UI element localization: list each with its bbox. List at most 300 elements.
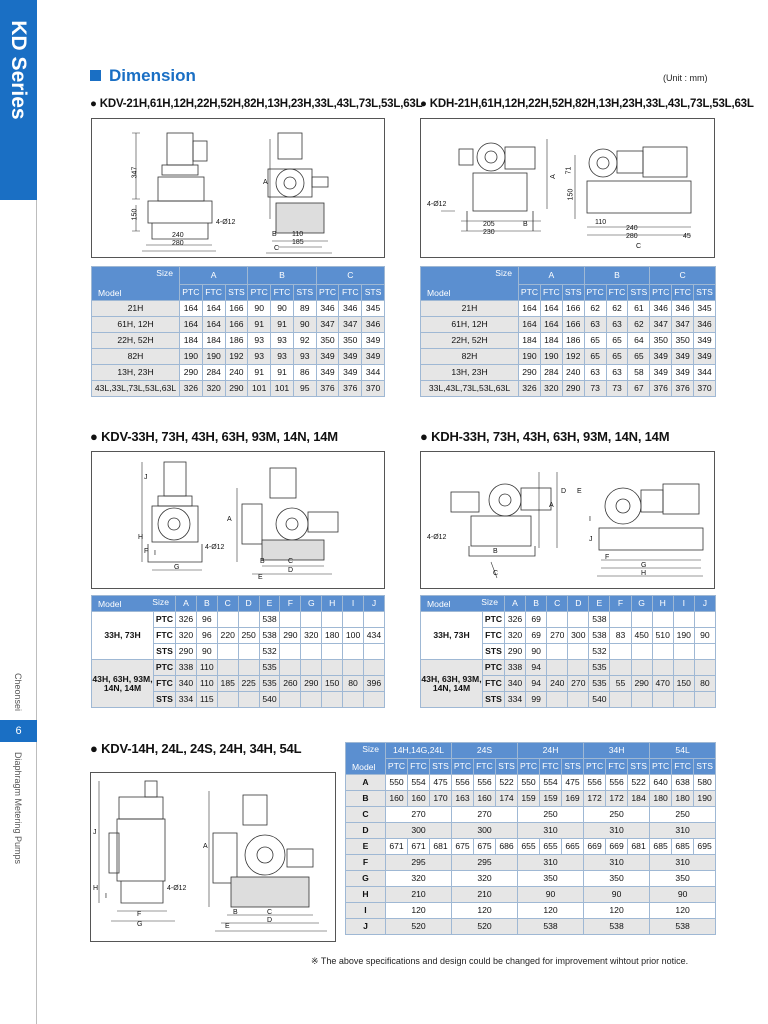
table-kdh-small xyxy=(420,266,716,397)
dim-150: 150 xyxy=(131,208,139,221)
drawing-kdh-small xyxy=(420,118,715,258)
table-row xyxy=(92,301,385,317)
value-cell: 522 xyxy=(496,775,518,791)
value-cell: 90 xyxy=(248,301,271,317)
value-cell: 180 xyxy=(650,791,672,807)
value-cell: 91 xyxy=(248,365,271,381)
value-cell: 80 xyxy=(343,676,364,692)
material-header: PTC xyxy=(519,285,541,301)
value-cell: 349 xyxy=(650,365,672,381)
model-cell: 82H xyxy=(421,349,519,365)
value-cell xyxy=(364,644,385,660)
dim-i: I xyxy=(105,893,107,900)
value-cell: 671 xyxy=(408,839,430,855)
value-cell: 320 xyxy=(540,381,562,397)
value-cell xyxy=(343,612,364,628)
material-header: FTC xyxy=(540,759,562,775)
motor-shape xyxy=(167,133,193,165)
value-cell xyxy=(673,692,694,708)
dim-205: 205 xyxy=(483,221,495,228)
value-cell: 170 xyxy=(430,791,452,807)
table-row xyxy=(92,612,385,628)
value-cell: 510 xyxy=(652,628,673,644)
value-cell: 346 xyxy=(316,301,339,317)
dimension-header: D xyxy=(238,596,259,612)
table-row xyxy=(346,871,716,887)
value-cell: 190 xyxy=(180,349,203,365)
value-cell: 110 xyxy=(196,660,217,676)
value-cell xyxy=(568,644,589,660)
value-cell: 172 xyxy=(584,791,606,807)
dim-j: J xyxy=(144,474,148,481)
value-cell: 160 xyxy=(408,791,430,807)
value-cell xyxy=(694,612,715,628)
size-header: Size xyxy=(152,597,169,607)
dim-a: A xyxy=(549,174,557,179)
value-cell: 326 xyxy=(180,381,203,397)
value-cell: 164 xyxy=(202,301,225,317)
material-header: STS xyxy=(362,285,385,301)
value-cell: 290 xyxy=(176,644,197,660)
value-cell: 345 xyxy=(362,301,385,317)
value-cell xyxy=(280,612,301,628)
model-cell: 33H, 73H xyxy=(421,612,483,660)
dimension-header: H xyxy=(322,596,343,612)
dimension-label-cell: C xyxy=(346,807,386,823)
dim-71: 71 xyxy=(565,166,573,175)
dim-c: C xyxy=(274,245,280,252)
material-cell: FTC xyxy=(483,628,505,644)
value-cell: 164 xyxy=(540,317,562,333)
group-header: B xyxy=(584,267,650,285)
dim-f: F xyxy=(605,554,610,561)
value-cell: 90 xyxy=(694,628,715,644)
table-row xyxy=(346,903,716,919)
value-cell: 686 xyxy=(496,839,518,855)
dim-230: 230 xyxy=(483,229,495,236)
value-cell: 69 xyxy=(526,628,547,644)
value-cell: 320 xyxy=(452,871,518,887)
table-row xyxy=(421,317,716,333)
table-row xyxy=(346,839,716,855)
value-cell xyxy=(568,660,589,676)
table-row xyxy=(346,807,716,823)
value-cell xyxy=(631,612,652,628)
value-cell: 166 xyxy=(225,301,248,317)
model-cell: 33H, 73H xyxy=(92,612,154,660)
table-row xyxy=(346,775,716,791)
value-cell: 159 xyxy=(540,791,562,807)
value-cell: 150 xyxy=(673,676,694,692)
value-cell: 685 xyxy=(672,839,694,855)
value-cell: 210 xyxy=(452,887,518,903)
value-cell xyxy=(673,644,694,660)
value-cell xyxy=(568,692,589,708)
dim-a: A xyxy=(549,502,554,509)
value-cell: 73 xyxy=(584,381,606,397)
section-title xyxy=(90,66,196,86)
value-cell xyxy=(280,692,301,708)
drawing-kdv-mid xyxy=(91,451,385,589)
model-cell: 21H xyxy=(92,301,180,317)
value-cell xyxy=(238,612,259,628)
dim-4-12: 4-Ø12 xyxy=(167,885,187,892)
value-cell: 110 xyxy=(196,676,217,692)
value-cell: 240 xyxy=(562,365,584,381)
value-cell: 320 xyxy=(301,628,322,644)
value-cell: 62 xyxy=(628,317,650,333)
dimension-label-cell: J xyxy=(346,919,386,935)
value-cell: 345 xyxy=(694,301,716,317)
dimension-label-cell: B xyxy=(346,791,386,807)
value-cell: 86 xyxy=(293,365,316,381)
value-cell: 350 xyxy=(316,333,339,349)
value-cell xyxy=(652,692,673,708)
dim-110: 110 xyxy=(292,231,304,238)
value-cell xyxy=(322,612,343,628)
table-row xyxy=(92,333,385,349)
model-cell: 43H, 63H, 93M, 14N, 14M xyxy=(421,660,483,708)
table-row xyxy=(92,365,385,381)
value-cell: 580 xyxy=(694,775,716,791)
dimension-label-cell: I xyxy=(346,903,386,919)
dim-280: 280 xyxy=(626,233,638,240)
value-cell xyxy=(610,612,631,628)
value-cell: 90 xyxy=(650,887,716,903)
square-bullet-icon xyxy=(90,70,101,81)
value-cell: 349 xyxy=(339,365,362,381)
model-header: Model xyxy=(427,599,451,610)
value-cell: 184 xyxy=(628,791,650,807)
material-header: FTC xyxy=(339,285,362,301)
material-header: STS xyxy=(694,285,716,301)
value-cell: 295 xyxy=(386,855,452,871)
dimension-header: B xyxy=(526,596,547,612)
drawing-kdh-mid xyxy=(420,451,715,589)
dim-b: B xyxy=(272,231,277,238)
value-cell xyxy=(652,644,673,660)
dim-4-12: 4-Ø12 xyxy=(427,534,447,541)
material-header: PTC xyxy=(386,759,408,775)
value-cell: 346 xyxy=(650,301,672,317)
material-header: STS xyxy=(628,285,650,301)
value-cell: 160 xyxy=(386,791,408,807)
value-cell: 150 xyxy=(322,676,343,692)
series-title: KD Series xyxy=(7,20,30,120)
value-cell: 675 xyxy=(452,839,474,855)
value-cell: 349 xyxy=(362,349,385,365)
value-cell: 225 xyxy=(238,676,259,692)
value-cell: 346 xyxy=(362,317,385,333)
table-row xyxy=(421,381,716,397)
value-cell: 522 xyxy=(628,775,650,791)
value-cell: 349 xyxy=(672,365,694,381)
value-cell: 475 xyxy=(562,775,584,791)
dim-a: A xyxy=(227,516,232,523)
value-cell xyxy=(547,660,568,676)
dim-g: G xyxy=(137,921,143,928)
dim-185: 185 xyxy=(292,239,304,246)
value-cell: 538 xyxy=(518,919,584,935)
table-kdv-mid xyxy=(91,595,385,708)
value-cell xyxy=(301,612,322,628)
material-cell: STS xyxy=(154,692,176,708)
value-cell: 184 xyxy=(540,333,562,349)
value-cell: 310 xyxy=(650,823,716,839)
value-cell: 80 xyxy=(694,676,715,692)
material-cell: FTC xyxy=(154,628,176,644)
value-cell: 538 xyxy=(650,919,716,935)
value-cell xyxy=(547,644,568,660)
dim-h: H xyxy=(93,885,99,892)
value-cell: 180 xyxy=(322,628,343,644)
group-header: B xyxy=(248,267,316,285)
model-cell: 33L,43L,73L,53L,63L xyxy=(421,381,519,397)
model-header: Model xyxy=(427,288,451,299)
value-cell xyxy=(364,660,385,676)
material-header: STS xyxy=(496,759,518,775)
value-cell: 334 xyxy=(176,692,197,708)
model-cell: 13H, 23H xyxy=(92,365,180,381)
value-cell: 164 xyxy=(519,317,541,333)
value-cell: 347 xyxy=(672,317,694,333)
value-cell: 520 xyxy=(452,919,518,935)
value-cell: 94 xyxy=(526,676,547,692)
value-cell xyxy=(343,644,364,660)
value-cell: 65 xyxy=(606,349,628,365)
value-cell: 350 xyxy=(339,333,362,349)
value-cell: 290 xyxy=(301,676,322,692)
value-cell xyxy=(301,644,322,660)
size-model-header xyxy=(421,267,519,301)
value-cell: 535 xyxy=(259,676,280,692)
dimension-label-cell: D xyxy=(346,823,386,839)
dimension-label-cell: H xyxy=(346,887,386,903)
material-header: FTC xyxy=(271,285,294,301)
group-header: C xyxy=(316,267,384,285)
size-model-header xyxy=(92,267,180,301)
dim-4-12: 4-Ø12 xyxy=(216,219,236,226)
model-cell: 13H, 23H xyxy=(421,365,519,381)
material-header: STS xyxy=(562,285,584,301)
dim-c: C xyxy=(288,558,294,565)
dim-4-12: 4-Ø12 xyxy=(427,201,447,208)
value-cell: 89 xyxy=(293,301,316,317)
value-cell: 65 xyxy=(584,333,606,349)
dim-e: E xyxy=(225,923,230,930)
value-cell xyxy=(610,644,631,660)
value-cell: 349 xyxy=(362,333,385,349)
value-cell xyxy=(322,692,343,708)
model-cell: 21H xyxy=(421,301,519,317)
group-header: C xyxy=(650,267,716,285)
value-cell xyxy=(322,660,343,676)
dim-h: H xyxy=(641,570,647,577)
value-cell xyxy=(673,612,694,628)
value-cell xyxy=(694,692,715,708)
material-header: PTC xyxy=(584,759,606,775)
heading-kdv-mid: ● KDV-33H, 73H, 43H, 63H, 93M, 14N, 14M xyxy=(90,429,338,444)
dimension-label-cell: A xyxy=(346,775,386,791)
value-cell: 470 xyxy=(652,676,673,692)
value-cell xyxy=(217,692,238,708)
value-cell: 346 xyxy=(339,301,362,317)
dim-e: E xyxy=(577,488,582,495)
value-cell: 535 xyxy=(589,660,610,676)
dimension-label-cell: E xyxy=(346,839,386,855)
value-cell: 681 xyxy=(628,839,650,855)
material-header: FTC xyxy=(408,759,430,775)
value-cell: 190 xyxy=(202,349,225,365)
value-cell: 300 xyxy=(386,823,452,839)
dimension-header: D xyxy=(568,596,589,612)
value-cell xyxy=(280,660,301,676)
value-cell: 93 xyxy=(293,349,316,365)
material-header: PTC xyxy=(518,759,540,775)
value-cell: 338 xyxy=(176,660,197,676)
material-header: PTC xyxy=(650,759,672,775)
value-cell: 250 xyxy=(650,807,716,823)
value-cell: 184 xyxy=(519,333,541,349)
value-cell: 638 xyxy=(672,775,694,791)
value-cell: 556 xyxy=(474,775,496,791)
value-cell: 65 xyxy=(628,349,650,365)
material-header: PTC xyxy=(650,285,672,301)
group-header: 24H xyxy=(518,743,584,759)
value-cell: 338 xyxy=(505,660,526,676)
dimension-header: G xyxy=(631,596,652,612)
value-cell: 186 xyxy=(562,333,584,349)
value-cell: 320 xyxy=(505,628,526,644)
value-cell: 190 xyxy=(694,791,716,807)
value-cell xyxy=(364,612,385,628)
value-cell: 73 xyxy=(606,381,628,397)
dimension-label-cell: G xyxy=(346,871,386,887)
value-cell: 284 xyxy=(202,365,225,381)
value-cell: 290 xyxy=(562,381,584,397)
size-header: Size xyxy=(495,268,512,278)
table-row xyxy=(346,791,716,807)
value-cell: 640 xyxy=(650,775,672,791)
value-cell: 174 xyxy=(496,791,518,807)
heading-kdh-mid: ● KDH-33H, 73H, 43H, 63H, 93M, 14N, 14M xyxy=(420,429,670,444)
value-cell xyxy=(631,692,652,708)
value-cell xyxy=(343,660,364,676)
value-cell: 190 xyxy=(673,628,694,644)
value-cell: 320 xyxy=(176,628,197,644)
value-cell xyxy=(322,644,343,660)
value-cell: 350 xyxy=(518,871,584,887)
value-cell: 91 xyxy=(271,365,294,381)
material-header: FTC xyxy=(606,759,628,775)
dim-g: G xyxy=(641,562,647,569)
size-header: Size xyxy=(481,597,498,607)
model-header: Model xyxy=(98,288,122,299)
value-cell: 655 xyxy=(540,839,562,855)
value-cell: 550 xyxy=(518,775,540,791)
value-cell: 554 xyxy=(408,775,430,791)
material-header: FTC xyxy=(202,285,225,301)
value-cell: 347 xyxy=(316,317,339,333)
value-cell: 90 xyxy=(526,644,547,660)
table-row xyxy=(421,365,716,381)
model-cell: 22H, 52H xyxy=(421,333,519,349)
value-cell: 532 xyxy=(259,644,280,660)
value-cell: 370 xyxy=(694,381,716,397)
value-cell: 163 xyxy=(452,791,474,807)
value-cell: 159 xyxy=(518,791,540,807)
dim-280: 280 xyxy=(172,240,184,247)
value-cell xyxy=(238,660,259,676)
value-cell: 93 xyxy=(248,333,271,349)
value-cell: 164 xyxy=(180,317,203,333)
value-cell: 347 xyxy=(339,317,362,333)
table-row xyxy=(92,660,385,676)
dim-b: B xyxy=(260,558,265,565)
dim-a: A xyxy=(263,179,268,186)
material-cell: PTC xyxy=(483,660,505,676)
material-header: PTC xyxy=(584,285,606,301)
value-cell: 310 xyxy=(584,823,650,839)
value-cell: 185 xyxy=(217,676,238,692)
value-cell: 101 xyxy=(271,381,294,397)
value-cell: 669 xyxy=(606,839,628,855)
value-cell: 310 xyxy=(518,823,584,839)
dimension-header: E xyxy=(259,596,280,612)
dim-b: B xyxy=(523,221,528,228)
dim-240: 240 xyxy=(172,232,184,239)
dim-h: H xyxy=(138,534,144,541)
value-cell xyxy=(238,692,259,708)
value-cell: 669 xyxy=(584,839,606,855)
heading-kdh-small: ● KDH-21H,61H,12H,22H,52H,82H,13H,23H,33L,43L,73L,53L,63L xyxy=(420,98,754,110)
value-cell: 92 xyxy=(293,333,316,349)
dimension-header: H xyxy=(652,596,673,612)
value-cell: 63 xyxy=(606,317,628,333)
dim-d: D xyxy=(288,567,294,574)
value-cell: 101 xyxy=(248,381,271,397)
group-header: 34H xyxy=(584,743,650,759)
value-cell: 240 xyxy=(547,676,568,692)
value-cell: 695 xyxy=(694,839,716,855)
brand-label: Cheonsei xyxy=(13,672,23,712)
value-cell: 310 xyxy=(650,855,716,871)
value-cell: 290 xyxy=(280,628,301,644)
material-cell: PTC xyxy=(154,612,176,628)
dimension-header: F xyxy=(280,596,301,612)
dim-45: 45 xyxy=(683,233,691,240)
value-cell: 250 xyxy=(518,807,584,823)
value-cell: 58 xyxy=(628,365,650,381)
dim-c: C xyxy=(493,570,499,577)
table-row xyxy=(346,855,716,871)
value-cell xyxy=(694,644,715,660)
size-model-header xyxy=(346,743,386,775)
value-cell: 349 xyxy=(694,349,716,365)
dim-d: D xyxy=(267,917,273,924)
value-cell: 270 xyxy=(386,807,452,823)
value-cell: 326 xyxy=(519,381,541,397)
value-cell: 300 xyxy=(452,823,518,839)
value-cell: 160 xyxy=(474,791,496,807)
value-cell: 96 xyxy=(196,628,217,644)
table-row xyxy=(421,333,716,349)
value-cell: 535 xyxy=(589,676,610,692)
value-cell: 90 xyxy=(293,317,316,333)
table-kdv-large xyxy=(345,742,716,935)
value-cell: 64 xyxy=(628,333,650,349)
value-cell: 186 xyxy=(225,333,248,349)
